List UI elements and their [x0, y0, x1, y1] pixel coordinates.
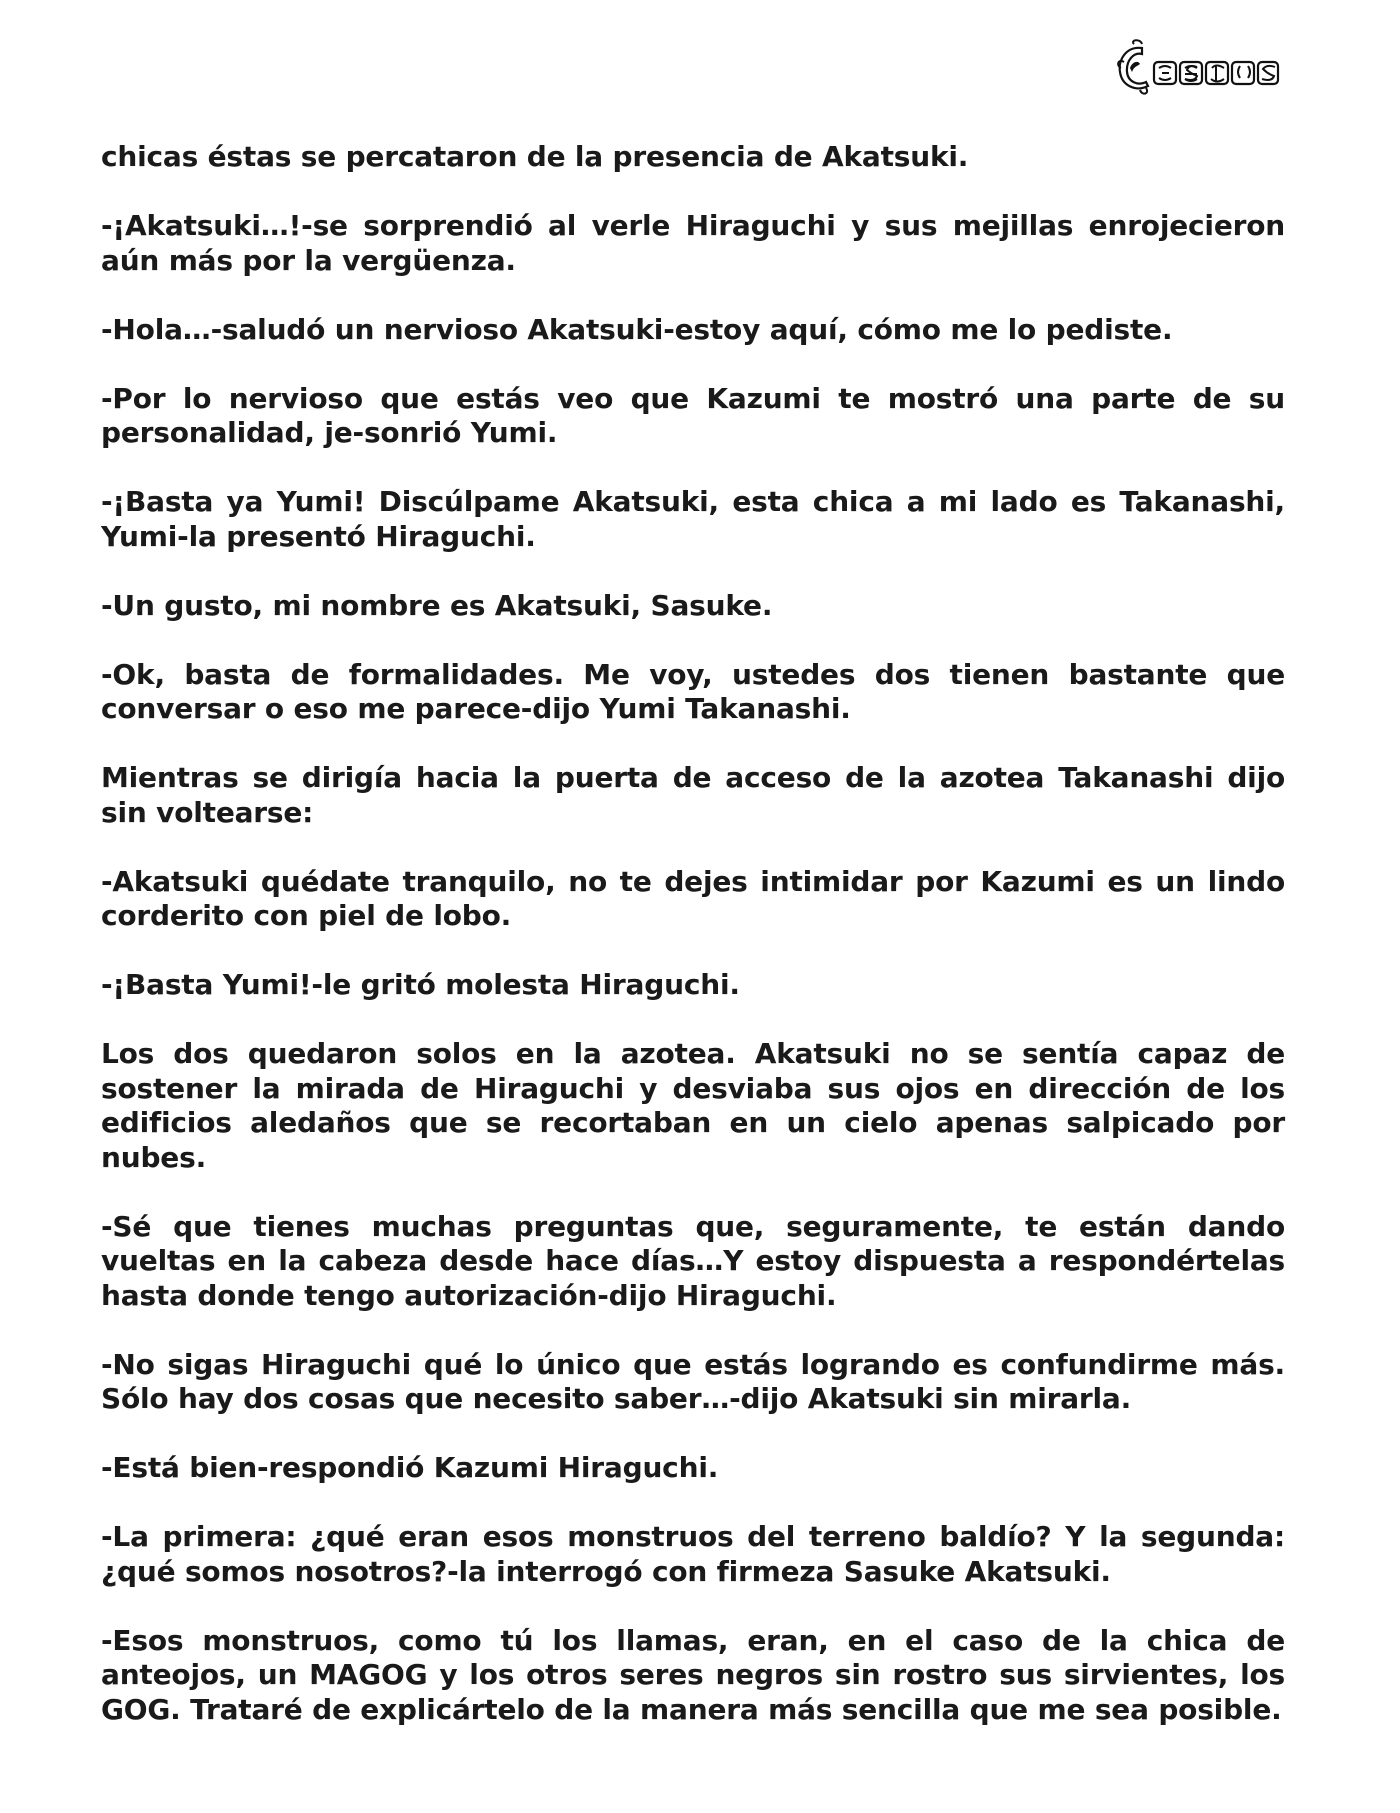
- paragraph: -¡Basta ya Yumi! Discúlpame Akatsuki, esta chica a mi lado es Takanashi, Yumi-la presentó Hiraguchi.: [101, 485, 1285, 553]
- paragraph: -Está bien-respondió Kazumi Hiraguchi.: [101, 1451, 719, 1484]
- paragraph: -No sigas Hiraguchi qué lo único que estás logrando es confundirme más. Sólo hay dos cosas que necesito saber…-dijo Akatsuki sin mirarla.: [101, 1347, 1285, 1415]
- logo-text: Caesus: [1197, 96, 1201, 97]
- paragraph: -La primera: ¿qué eran esos monstruos del terreno baldío? Y la segunda: ¿qué somos nosotros?-la interrogó con firmeza Sasuke Akatsuki.: [101, 1520, 1285, 1588]
- paragraph: -Un gusto, mi nombre es Akatsuki, Sasuke.: [101, 588, 773, 622]
- paragraph: Mientras se dirigía hacia la puerta de acceso de la azotea Takanashi dijo sin voltearse:: [101, 761, 1285, 829]
- paragraph: -Esos monstruos, como tú los llamas, eran, en el caso de la chica de anteojos, un MAGOG y los otros seres negros sin rostro sus sirvientes, los GOG. Trataré de explicártelo de la manera más sencilla que me sea posible.: [101, 1623, 1285, 1726]
- paragraph: -Sé que tienes muchas preguntas que, seguramente, te están dando vueltas en la cabeza desde hace días…Y estoy dispuesta a respondértelas hasta donde tengo autorización-dijo Hiraguchi.: [101, 1209, 1285, 1312]
- paragraph: -Akatsuki quédate tranquilo, no te dejes intimidar por Kazumi es un lindo corderito con piel de lobo.: [101, 864, 1285, 932]
- paragraph: -¡Akatsuki…!-se sorprendió al verle Hiraguchi y sus mejillas enrojecieron aún más por la vergüenza.: [101, 209, 1285, 277]
- paragraph: Los dos quedaron solos en la azotea. Akatsuki no se sentía capaz de sostener la mirada de Hiraguchi y desviaba sus ojos en dirección de los edificios aledaños que se recortaban en un cielo apenas salpicado por nubes.: [101, 1037, 1285, 1174]
- paragraph: chicas éstas se percataron de la presencia de Akatsuki.: [101, 140, 969, 173]
- paragraph: -Ok, basta de formalidades. Me voy, ustedes dos tienen bastante que conversar o eso me parece-dijo Yumi Takanashi.: [101, 657, 1285, 725]
- document-body: [101, 140, 1285, 1762]
- paragraph: -¡Basta Yumi!-le gritó molesta Hiraguchi.: [101, 968, 740, 1001]
- paragraph: -Por lo nervioso que estás veo que Kazumi te mostró una parte de su personalidad, je-sonrió Yumi.: [101, 381, 1285, 449]
- caesus-logo: [1112, 38, 1282, 98]
- paragraph: -Hola…-saludó un nervioso Akatsuki-estoy aquí, cómo me lo pediste.: [101, 312, 1173, 346]
